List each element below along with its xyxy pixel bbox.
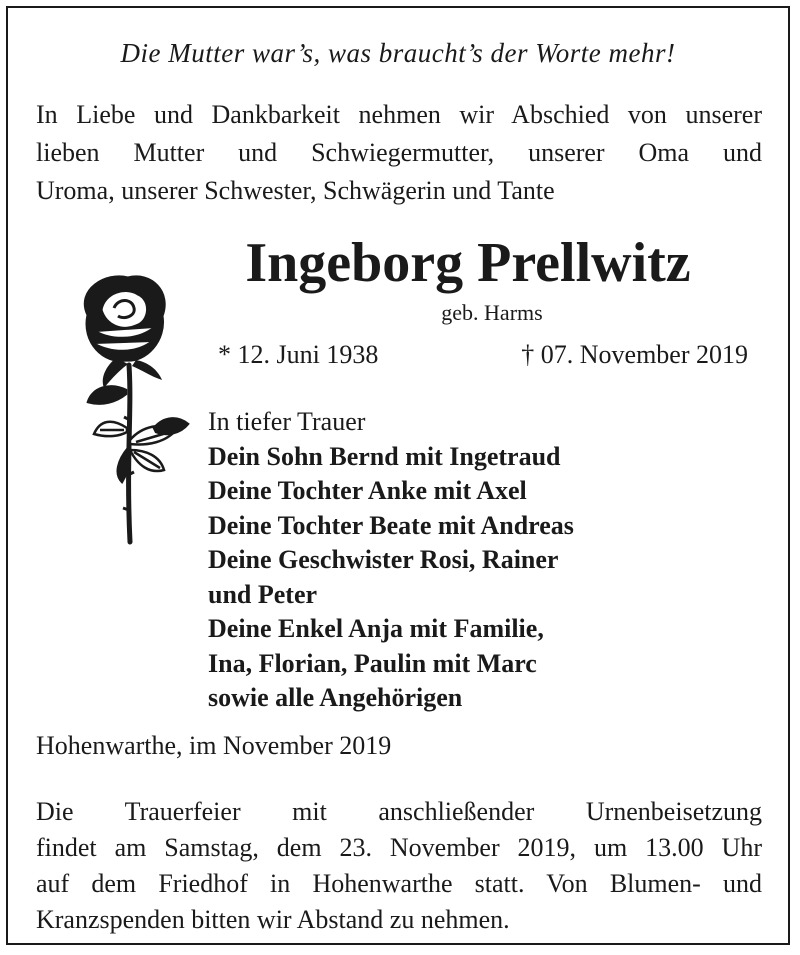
mourning-intro: In tiefer Trauer — [208, 407, 366, 436]
mourner-line: Deine Geschwister Rosi, Rainer — [208, 545, 559, 574]
birth-date: * 12. Juni 1938 — [218, 340, 379, 369]
funeral-line: Kranzspenden bitten wir Abstand zu nehmen. — [36, 905, 510, 934]
born-name: geb. Harms — [441, 300, 543, 325]
mourner-line: und Peter — [208, 579, 318, 609]
motto: Die Mutter war’s, was braucht’s der Worte mehr! — [120, 38, 676, 68]
deceased-name: Ingeborg Prellwitz — [245, 232, 691, 294]
funeral-line: Die Trauerfeier mit anschließender Urnenbeisetzung — [36, 797, 762, 826]
funeral-info — [36, 794, 762, 938]
mourner-line: Deine Tochter Beate mit Andreas — [208, 510, 574, 540]
intro-line: Uroma, unserer Schwester, Schwägerin und Tante — [36, 176, 555, 205]
mourner-line: Deine Enkel Anja mit Familie, — [208, 614, 544, 643]
mourners-list — [208, 405, 574, 716]
intro-line: lieben Mutter und Schwiegermutter, unserer Oma und — [36, 138, 762, 167]
mourner-line: Ina, Florian, Paulin mit Marc — [208, 648, 537, 678]
mourner-line: Deine Tochter Anke mit Axel — [208, 476, 527, 505]
funeral-line: findet am Samstag, dem 23. November 2019, um 13.00 Uhr — [36, 833, 762, 862]
funeral-line: auf dem Friedhof in Hohenwarthe statt. Von Blumen- und — [36, 869, 762, 898]
intro-line: In Liebe und Dankbarkeit nehmen wir Abschied von unserer — [36, 100, 762, 129]
death-date: † 07. November 2019 — [521, 340, 748, 369]
intro-text — [36, 96, 762, 210]
mourner-line: Dein Sohn Bernd mit Ingetraud — [208, 441, 561, 471]
mourner-line: sowie alle Angehörigen — [208, 683, 463, 712]
obituary-notice — [6, 6, 790, 945]
rose-icon — [66, 270, 196, 550]
place-date: Hohenwarthe, im November 2019 — [36, 731, 392, 760]
